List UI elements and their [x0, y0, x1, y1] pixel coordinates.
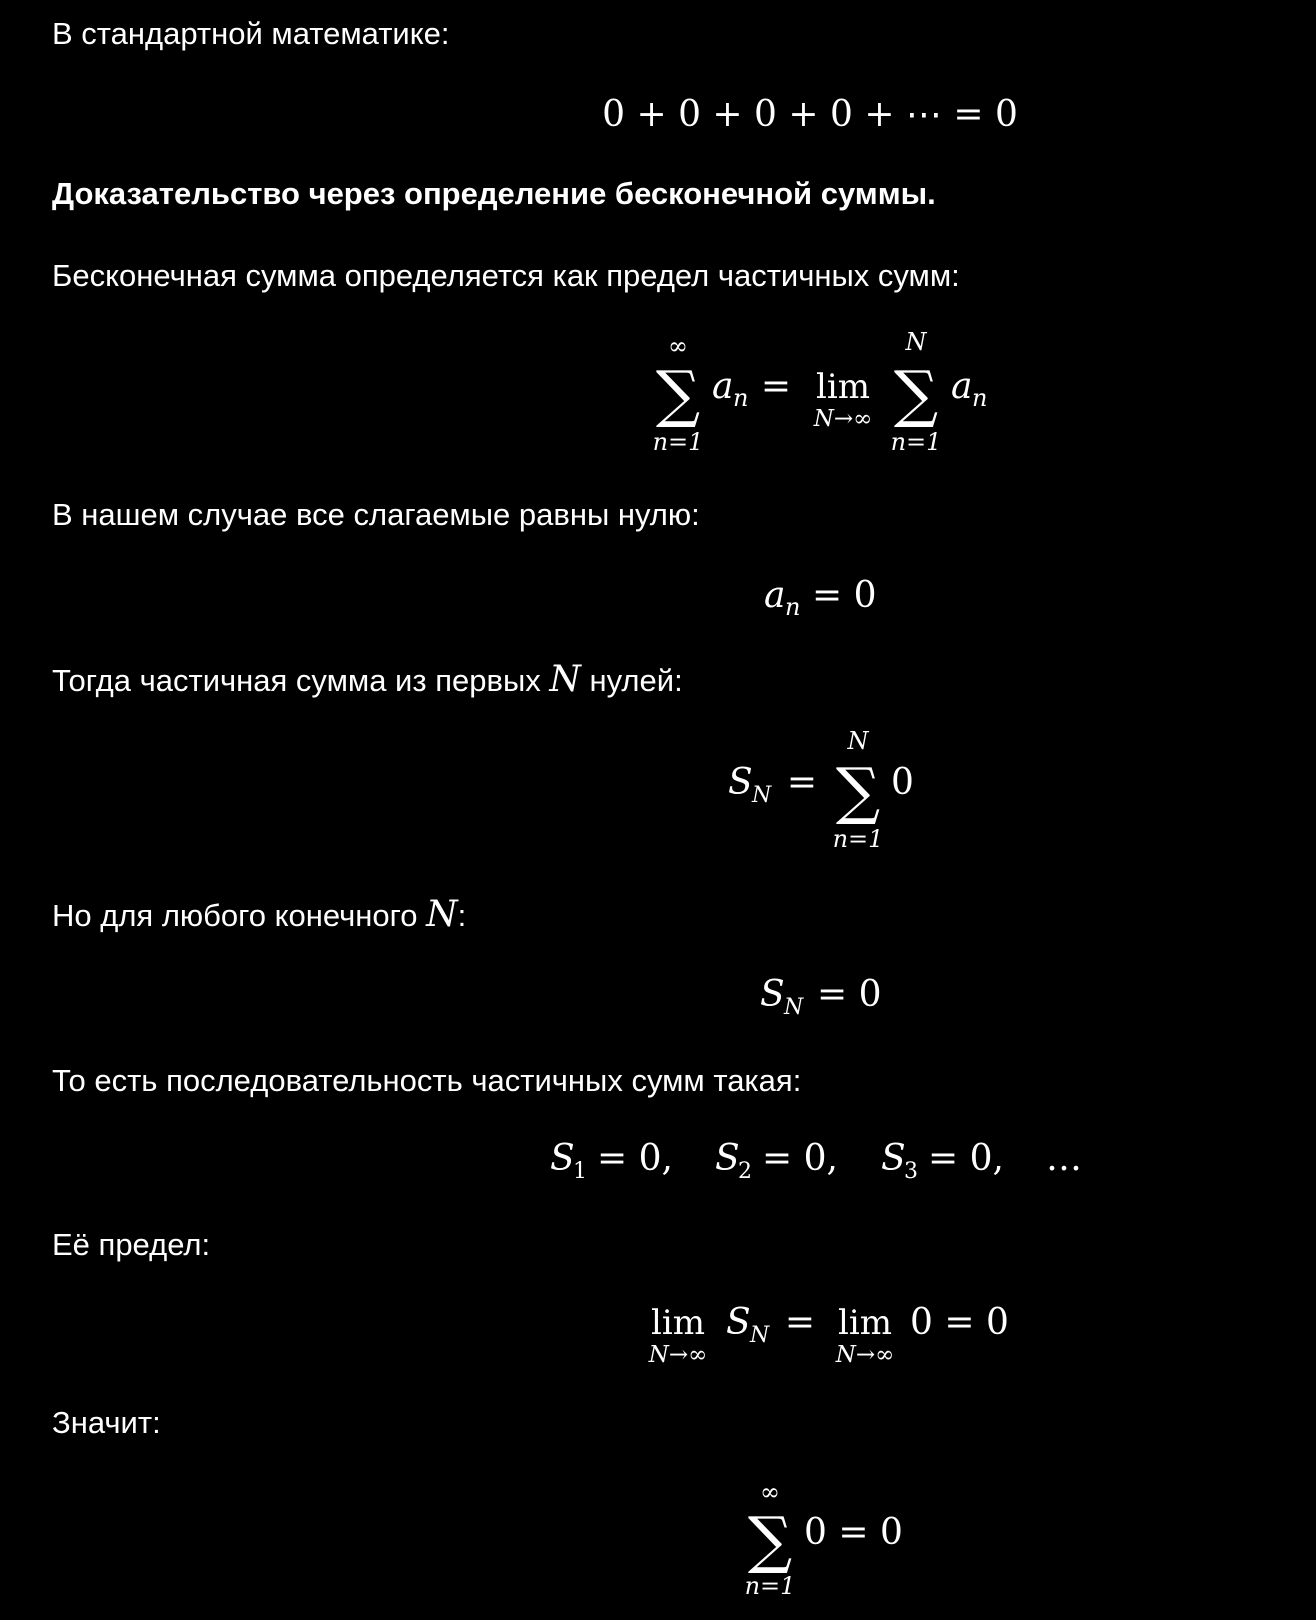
sum2-upper-limit: N: [905, 328, 927, 356]
term-a2-base: a: [951, 366, 973, 407]
sn-term: 0: [891, 762, 914, 803]
limit-text: Её предел:: [52, 1227, 211, 1262]
s1-sub: 1: [573, 1159, 587, 1184]
all-zero-text: В нашем случае все слагаемые равны нулю:: [52, 497, 700, 532]
formula-an-zero: [0, 560, 1316, 630]
formula-limit: [0, 1290, 1316, 1380]
lim-operator: lim: [816, 367, 870, 407]
final-sum-lower: n=1: [744, 1572, 796, 1600]
formula-zero-series-text: 0 + 0 + 0 + 0 + ⋯ = 0: [602, 94, 1018, 135]
an-rest: = 0: [812, 575, 877, 616]
sum1-lower-limit: n=1: [652, 428, 704, 456]
lim-subscript: N→∞: [813, 406, 873, 432]
s2-sub: 2: [738, 1159, 752, 1184]
lim2-operator: lim: [838, 1303, 892, 1343]
sn-sub: N: [752, 783, 772, 808]
s2-base: S: [715, 1138, 740, 1179]
term-a2-sub: n: [972, 384, 988, 412]
final-sum-sigma: ∑: [747, 1503, 793, 1576]
sn0-rest: = 0: [817, 974, 882, 1015]
sn-sum-upper: N: [847, 727, 869, 755]
s1-rest: = 0,: [597, 1138, 673, 1179]
sn-equals: =: [786, 762, 818, 803]
sequence-ellipsis: …: [1046, 1138, 1082, 1179]
formula-sn-zero: [0, 960, 1316, 1030]
s2-rest: = 0,: [762, 1138, 838, 1179]
s3-rest: = 0,: [928, 1138, 1004, 1179]
lim-equals: =: [784, 1302, 816, 1343]
definition-text: Бесконечная сумма определяется как предел частичных сумм:: [52, 258, 960, 293]
s3-sub: 3: [904, 1159, 918, 1184]
sum2-lower-limit: n=1: [890, 428, 942, 456]
finite-n-text-after: :: [457, 898, 467, 933]
partial-sum-var: N: [549, 659, 581, 700]
sequence-text: То есть последовательность частичных сумм такая:: [52, 1063, 802, 1098]
partial-sum-text-after: нулей:: [589, 663, 683, 698]
sn-base: S: [728, 762, 753, 803]
partial-sum-text-before: Тогда частичная сумма из первых: [52, 663, 541, 698]
formula-zero-series: [0, 78, 1316, 148]
sn-sum-lower: n=1: [832, 825, 884, 853]
an-base: a: [764, 575, 786, 616]
intro-text: В стандартной математике:: [52, 16, 450, 51]
term-a-sub: n: [733, 384, 749, 412]
sum2-sigma: ∑: [893, 357, 939, 430]
formula-final-sum: [0, 1476, 1316, 1616]
partial-sum-text: [52, 660, 683, 701]
sn-sum-sigma: ∑: [835, 754, 881, 827]
term-a-base: a: [712, 366, 734, 407]
therefore-text: Значит:: [52, 1405, 161, 1440]
final-sum-rest: 0 = 0: [804, 1512, 903, 1553]
equals-sign: =: [760, 366, 792, 407]
lim-rest: 0 = 0: [910, 1302, 1009, 1343]
an-sub: n: [785, 593, 801, 621]
lim1-operator: lim: [651, 1303, 705, 1343]
s3-base: S: [881, 1138, 906, 1179]
sn0-base: S: [760, 974, 785, 1015]
lim-s-base: S: [726, 1302, 751, 1343]
finite-n-var: N: [426, 894, 458, 935]
finite-n-text: [52, 895, 466, 936]
sum1-upper-limit: ∞: [668, 332, 688, 360]
lim2-subscript: N→∞: [835, 1342, 895, 1368]
s1-base: S: [550, 1138, 575, 1179]
lim1-subscript: N→∞: [648, 1342, 708, 1368]
formula-sn-sum: [0, 720, 1316, 860]
lim-s-sub: N: [750, 1323, 770, 1348]
sn0-sub: N: [784, 995, 804, 1020]
proof-heading: Доказательство через определение бесконечной суммы.: [52, 176, 936, 211]
formula-partial-sums-sequence: [0, 1124, 1316, 1194]
formula-series-definition: [0, 320, 1316, 460]
sum1-sigma: ∑: [655, 357, 701, 430]
final-sum-upper: ∞: [760, 1478, 780, 1506]
finite-n-text-before: Но для любого конечного: [52, 898, 418, 933]
